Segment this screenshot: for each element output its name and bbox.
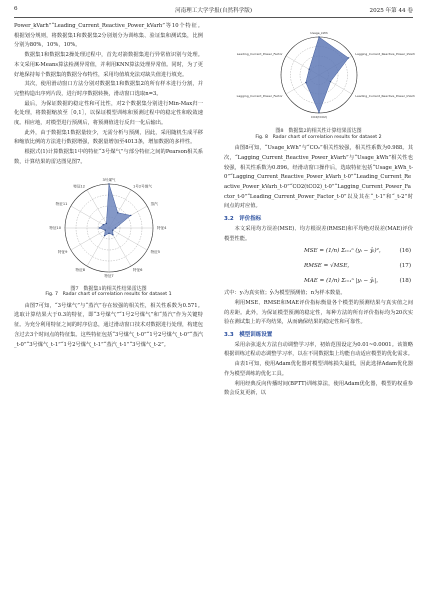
radar-data-polygon [305, 37, 348, 113]
radar-data-point [103, 234, 104, 235]
figure-8-caption-en: Fig. 8 Radar chart of correlation results for dataset 2 [255, 134, 382, 140]
paragraph: 其次，使用滑动窗口方法分别对数据集1和数据集2的所有样本进行分割，并完整构造出序列片段，进行时序数据转换，滑动窗口选取n=3。 [14, 81, 203, 97]
right-column [224, 22, 413, 399]
paragraph: 数据集1和数据集2操处理过程中，首先对箭数据集进行异常值识别与处理。本文采用K-Means算法检测异常值，并利用KNN算法处理异常值。同时，为了更好地保持每个数据集的数据分布特性，采用均值填充法对缺失值进行填充。 [14, 52, 203, 78]
radar-axis-label: Usage_kWh [309, 31, 328, 35]
radar-data-point [104, 229, 105, 230]
equation-body: MAE = (1/n) Σᵢ₌₁ⁿ |yᵢ − ŷᵢ|， [304, 278, 382, 285]
page-number: 6 [14, 6, 18, 12]
section-heading: 3.3 模型训练设置 [224, 332, 273, 339]
journal-title: 河南理工大学学报(自然科学版) [174, 8, 253, 14]
radar-data-point [329, 81, 330, 82]
radar-axis-label: 特征7 [103, 273, 114, 278]
radar-axis-label: 特征5 [150, 249, 160, 254]
paragraph: 由表1可知，使用Adam优化器对模型训练损失最低，因此选择Adam优化器作为模型训练的优化工具。 [224, 361, 413, 377]
radar-axis-label: 蒸汽 [150, 201, 158, 206]
equation-number: (17) [399, 263, 411, 270]
figure-7-caption: 图7 数据集1的相关性结果雷达图 [70, 285, 147, 292]
paragraph: 由图8可知，“Usage_kWh”与“CO₂”相关性较强，相关性系数为0.988。其次，“Lagging_Current_Reactive_Power_kVarh”与“Usage_kWh”相关性也较强，相关性系数为0.896。经滑动窗口操作后，选取特征包括“Usage_kWh_t-0”“Lagging_Current_Reactive_Power_kVarh_t-0”“Leading_Current_Reactive_Power_kVarh_t-0”“CO2(tCO2)_t-0”“Lagging_Current_Power_Factor_t-0”“Leading_Current_Power_Factor_t-0”以及其在“_t-1”和“_t-2”时间点的对应值。 [224, 145, 413, 210]
issue-info: 2025 年第 44 卷 [369, 8, 413, 14]
figure-8-caption: 图8 数据集2的相关性计算结果雷达图 [275, 128, 362, 134]
radar-data-point [112, 229, 113, 230]
radar-axis-label: 3号煤气 [101, 177, 116, 182]
radar-data-point [130, 214, 131, 215]
radar-axis-label: 1号2号煤气 [132, 184, 152, 189]
radar-chart-1 [34, 170, 184, 286]
figure-7-caption-en: Fig. 7 Radar chart of correlation results for dataset 1 [45, 292, 172, 298]
radar-axis-label: 特征9 [57, 249, 67, 254]
paragraph: 采用余弦退火方法自动调整学习率，初始范围设定为0.01~0.0001。该策略根据训练过程动态调整学习率，以在不同数据集上均能自动适应模型的优化需求。 [224, 341, 413, 358]
radar-data-point [108, 232, 109, 233]
radar-axis-label: 特征10 [48, 225, 61, 230]
equation-17 [224, 259, 413, 274]
paragraph: 根据式(1)计算数据集1中的特征“3号煤气”与部分特征之间的Pearson相关系数，计算结果的雷达图见图7。 [14, 149, 203, 165]
paragraph: 最后，为保证数据的稳定性和可比性，对2个数据集分别进行Min-Max归一化处理，将数据缩放至［0,1］，以保证模型训练和预测过程中的稳定性和收敛速度。相应地，对模型进行预测后，将预测值进行反归一化后输出。 [14, 100, 203, 127]
paragraph: 式中：yᵢ为真实值；ŷᵢ为模型预测值；n为样本数量。 [224, 290, 346, 297]
radar-chart-2 [236, 22, 415, 128]
equation-16 [224, 244, 413, 259]
figure-8 [236, 22, 415, 128]
paragraph: Power_kVarh”“Leading_Current_Reactive_Power_kVarh”等10个特征。根据划分规则，将数据集1和数据集2分别划分为训练集、验证集和测试集，比例分别为80%，10%，10%。 [14, 23, 203, 49]
paragraph: 利用MSE、RMSE和MAE评价指标衡量各个模型的预测结果与真实值之间的差距。此外，为保证模型预测的稳定性，每种方法的所有评价指标均为20次实验在测试集上的平均结果，从而确保结果的稳定性和可靠性。 [224, 299, 413, 326]
radar-data-point [318, 112, 319, 113]
radar-axis-label: Leading_Current_Power_Factor [236, 52, 283, 56]
radar-axis-label: Leading_Current_Reactive_Power_kVarh [354, 94, 415, 98]
page-header [14, 4, 413, 18]
section-heading: 3.2 评价指标 [224, 216, 262, 223]
equation-18 [224, 274, 413, 289]
radar-data-point [112, 234, 113, 235]
paragraph: 由图7可知，“3号煤气”与“蒸汽”存在较强的相关性，相关性系数为0.571。选取计算结果大于0.3的特征，即“3号煤气”“1号2号煤气”和“蒸汽”作为关键特征。为充分利用特征之间的时序信息，通过滑动窗口技术对数据进行处理，构建包含过去3个时间点的特征集。这些特征包括“3号煤气_t-0”“1号2号煤气_t-0”“蒸汽_t-0”“3号煤气_t-1”“1号2号煤气_t-1”“蒸汽_t-1”“3号煤气_t-2”。 [14, 302, 203, 348]
left-column [14, 22, 203, 350]
radar-axis-label: Lagging_Current_Power_Factor [236, 94, 283, 98]
equation-body: MSE = (1/n) Σᵢ₌₁ⁿ (yᵢ − ŷᵢ)²， [304, 248, 385, 255]
header-divider [14, 17, 413, 18]
radar-axis-label: 特征4 [156, 225, 166, 230]
radar-data-point [308, 69, 309, 70]
radar-spoke [109, 228, 147, 250]
radar-data-point [347, 57, 348, 58]
radar-data-point [305, 82, 306, 83]
radar-data-point [98, 227, 99, 228]
radar-data-point [114, 227, 115, 228]
radar-data-point [318, 36, 319, 37]
radar-spoke [70, 228, 108, 250]
radar-axis-label: Lagging_Current_Reactive_Power_kVarh [354, 52, 415, 56]
radar-data-point [108, 183, 109, 184]
radar-data-point [117, 212, 118, 213]
equation-number: (18) [399, 278, 411, 285]
radar-axis-label: 特征8 [75, 267, 85, 272]
radar-axis-label: 特征11 [55, 201, 67, 206]
paragraph: 本文采用均方误差(MSE)、均方根误差(RMSE)和平均绝对误差(MAE)评价模型性能。 [224, 225, 413, 242]
equation-number: (16) [399, 248, 411, 255]
radar-axis-label: 特征6 [132, 267, 142, 272]
radar-axis-label: 特征12 [72, 184, 85, 189]
radar-data-point [105, 222, 106, 223]
equation-body: RMSE = √MSE， [304, 263, 353, 270]
radar-data-point [102, 224, 103, 225]
radar-spoke [87, 189, 109, 227]
paragraph: 此外，由于数据集1数据量较少，无需分析与预测，因此，采用随机生成平移和缩放比例的方法进行数据增强，数据量增加至4013条，增加数据的多样性。 [14, 129, 203, 146]
figure-7 [34, 170, 184, 286]
radar-axis-label: CO2(tCO2) [310, 115, 327, 119]
paragraph: 利用经典反向传播时间(BPTT)训练算法，使用Adam优化器，模型的权重参数会反复更新，以 [224, 380, 413, 397]
